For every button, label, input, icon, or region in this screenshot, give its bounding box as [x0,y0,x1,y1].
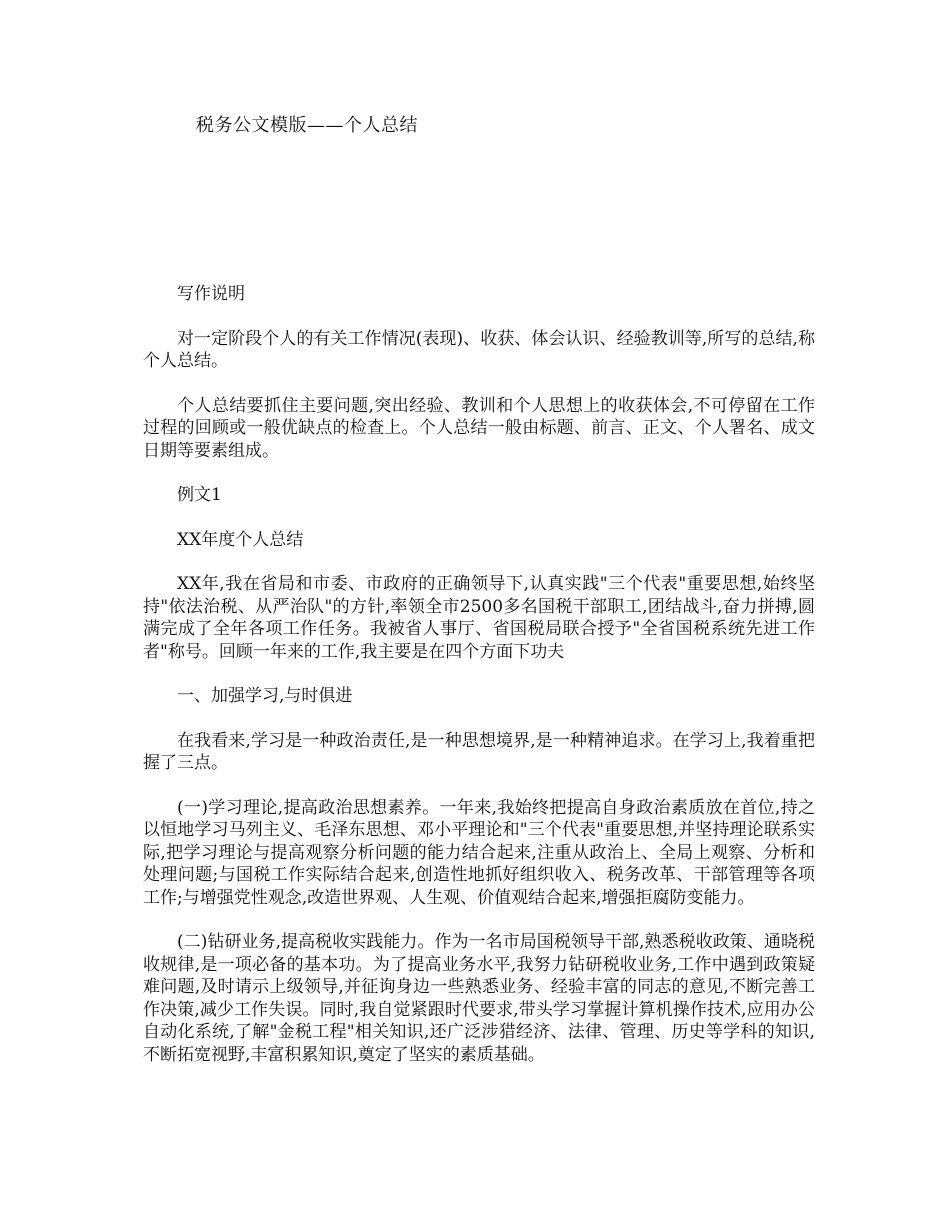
document-body [143,283,815,1088]
section-heading-writing-notes: 写作说明 [177,284,245,304]
paragraph-definition: 对一定阶段个人的有关工作情况(表现)、收获、体会认识、经验教训等,所写的总结,称个人总结。 [143,328,815,371]
section-heading-example-1: 例文1 [177,485,222,505]
section-heading-study: 一、加强学习,与时俱进 [177,686,353,706]
paragraph-requirements: 个人总结要抓住主要问题,突出经验、教训和个人思想上的收获体会,不可停留在工作过程的回顾或一般优缺点的检查上。个人总结一般由标题、前言、正文、个人署名、成文日期等要素组成。 [143,395,815,461]
paragraph-study-intro: 在我看来,学习是一种政治责任,是一种思想境界,是一种精神追求。在学习上,我着重把握了三点。 [143,730,815,773]
paragraph-intro: XX年,我在省局和市委、市政府的正确领导下,认真实践"三个代表"重要思想,始终坚持"依法治税、从严治队"的方针,率领全市2500多名国税干部职工,团结战斗,奋力拼搏,圆满完成了全年各项工作任务。我被省人事厅、省国税局联合授予"全省国税系统先进工作者"称号。回顾一年来的工作,我主要是在四个方面下功夫 [143,574,815,662]
paragraph-business: (二)钻研业务,提高税收实践能力。作为一名市局国税领导干部,熟悉税收政策、通晓税收规律,是一项必备的基本功。为了提高业务水平,我努力钻研税收业务,工作中遇到政策疑难问题,及时请示上级领导,并征询身边一些熟悉业务、经验丰富的同志的意见,不断完善工作决策,减少工作失误。同时,我自觉紧跟时代要求,带头学习掌握计算机操作技术,应用办公自动化系统,了解"金税工程"相关知识,还广泛涉猎经济、法律、管理、历史等学科的知识,不断拓宽视野,丰富积累知识,奠定了坚实的素质基础。 [143,932,815,1065]
example-title: XX年度个人总结 [177,529,304,550]
document-title: 税务公文模版——个人总结 [196,115,418,136]
paragraph-theory: (一)学习理论,提高政治思想素养。一年来,我始终把提高自身政治素质放在首位,持之以恒地学习马列主义、毛泽东思想、邓小平理论和"三个代表"重要思想,并坚持理论联系实际,把学习理论与提高观察分析问题的能力结合起来,注重从政治上、全局上观察、分析和处理问题;与国税工作实际结合起来,创造性地抓好组织收入、税务改革、干部管理等各项工作;与增强党性观念,改造世界观、人生观、价值观结合起来,增强拒腐防变能力。 [143,797,815,908]
